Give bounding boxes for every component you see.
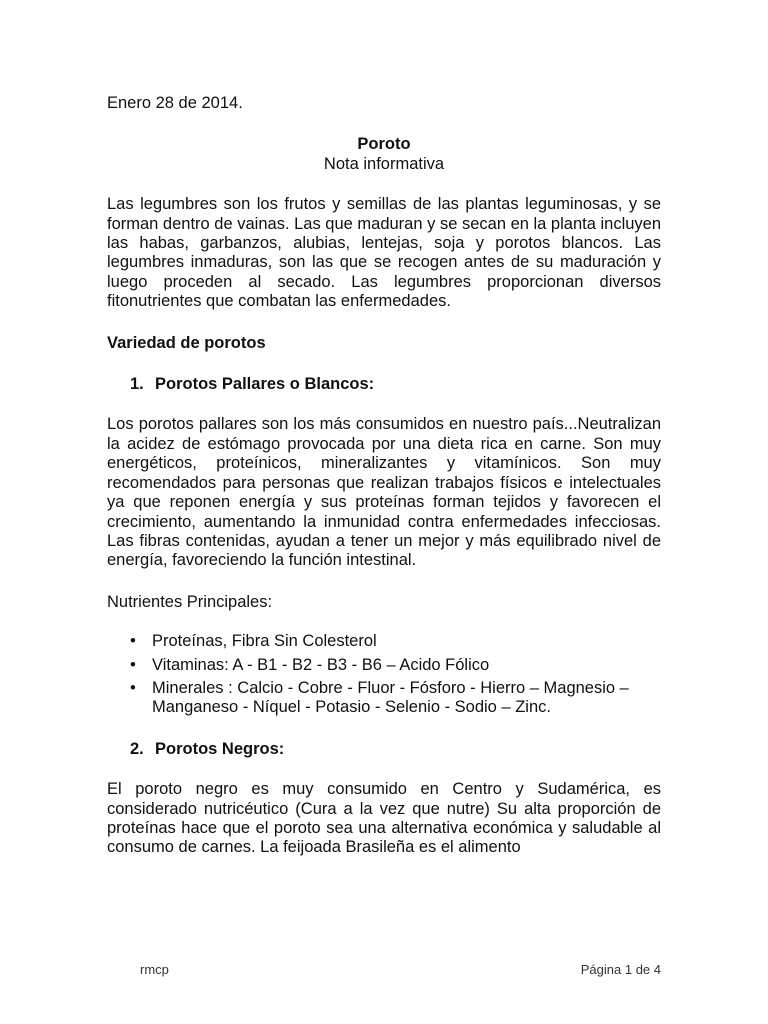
bullet-icon: •	[130, 655, 136, 674]
document-title: Poroto	[357, 135, 411, 154]
numbered-heading-1	[107, 375, 661, 394]
item-heading-text: Porotos Negros:	[155, 739, 285, 758]
intro-paragraph: Las legumbres son los frutos y semillas de las plantas leguminosas, y se forman dentro de vainas. Las que maduran y se secan en la planta incluyen las habas, garbanzos, alubias, lentejas, soja y porotos blancos. Las legumbres inmaduras, son las que se recogen antes de su maduración y luego proceden al secado. Las legumbres proporcionan diversos fitonutrientes que combatan las enfermedades.	[107, 195, 662, 311]
item-number: 2.	[130, 739, 144, 758]
footer-page-number: Página 1 de 4	[580, 962, 661, 977]
bullet-icon: •	[130, 632, 136, 651]
list-item	[107, 656, 661, 675]
document-date: Enero 28 de 2014.	[107, 94, 243, 112]
list-item-text: Vitaminas: A - B1 - B2 - B3 - B6 – Acido Fólico	[152, 655, 490, 674]
list-item-text: Proteínas, Fibra Sin Colesterol	[152, 632, 377, 651]
item-number: 1.	[130, 375, 144, 394]
document-subtitle: Nota informativa	[323, 154, 445, 173]
document-page	[107, 94, 661, 858]
list-item	[107, 632, 661, 651]
numbered-heading-2	[107, 740, 661, 759]
footer-author: rmcp	[140, 962, 169, 977]
list-item-text: Minerales : Calcio - Cobre - Fluor - Fósforo - Hierro – Magnesio – Manganeso - Níquel - Potasio - Selenio - Sodio – Zinc.	[152, 678, 629, 717]
nutrients-list	[107, 632, 661, 718]
list-item	[107, 679, 661, 718]
nutrients-label: Nutrientes Principales:	[107, 592, 273, 611]
bullet-icon: •	[130, 678, 136, 697]
section-heading: Variedad de porotos	[107, 333, 266, 352]
negros-paragraph: El poroto negro es muy consumido en Centro y Sudamérica, es considerado nutricéutico (Cura a la vez que nutre) Su alta proporción de proteínas hace que el poroto sea una alternativa económica y saludable al consumo de carnes. La feijoada Brasileña es el alimento	[107, 780, 661, 857]
pallares-paragraph: Los porotos pallares son los más consumidos en nuestro país...Neutralizan la acidez de estómago provocada por una dieta rica en carne. Son muy energéticos, proteínicos, mineralizantes y vitamínicos. Son muy recomendados para personas que realizan trabajos físicos e intelectuales ya que reponen energía y sus proteínas forman tejidos y favorecen el crecimiento, aumentando la inmunidad contra enfermedades infecciosas. Las fibras contenidas, ayudan a tener un mejor y más equilibrado nivel de energía, favoreciendo la función intestinal.	[107, 415, 661, 570]
item-heading-text: Porotos Pallares o Blancos:	[155, 375, 375, 394]
